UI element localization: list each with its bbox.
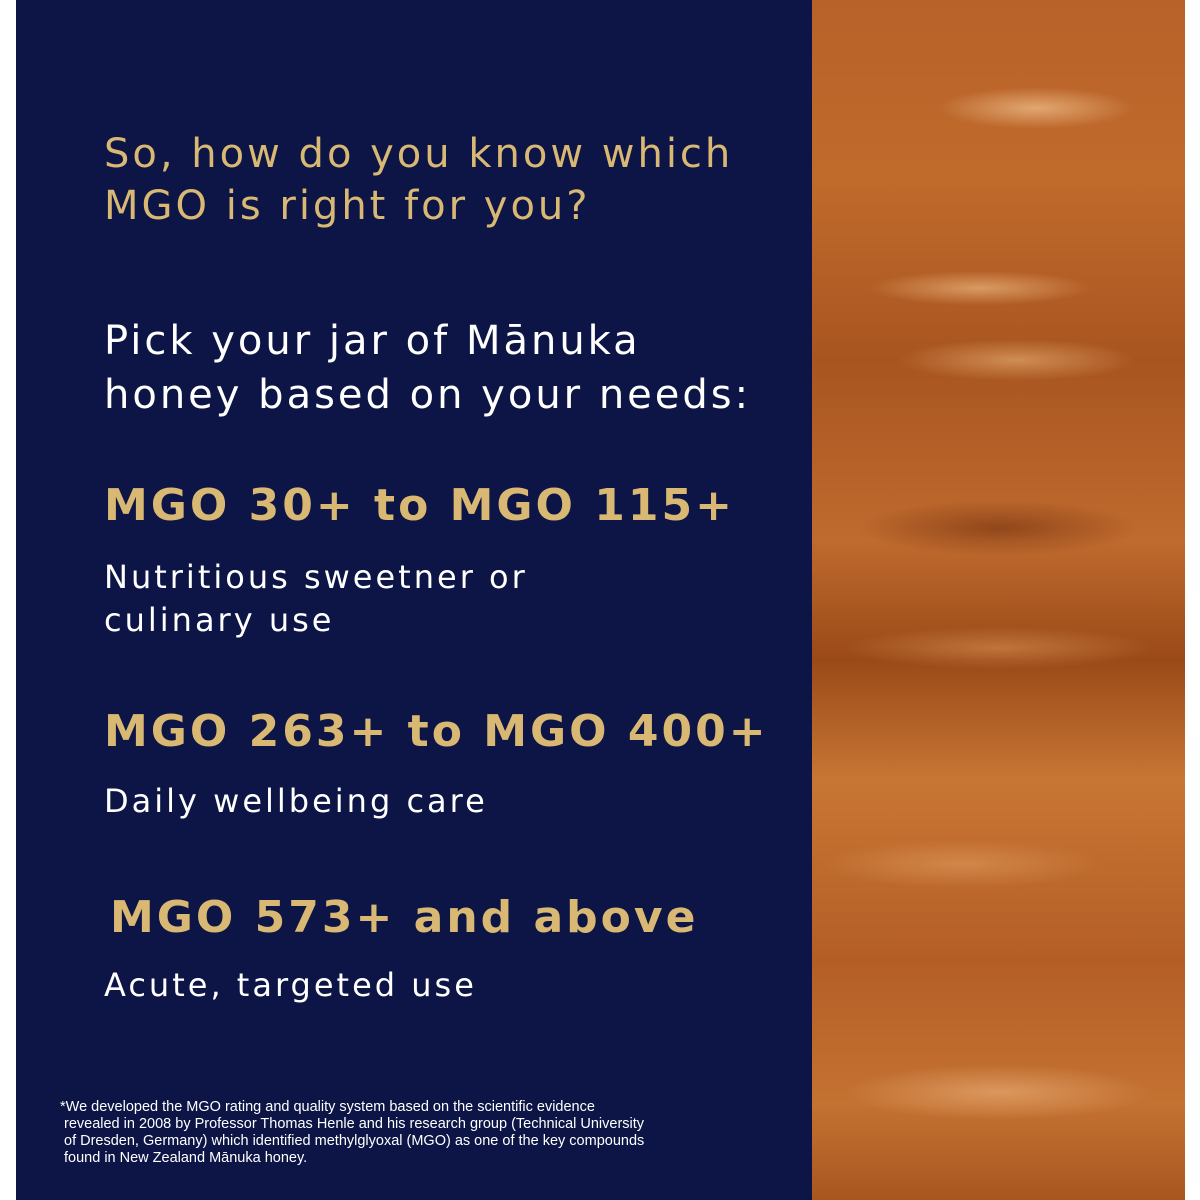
footnote-line: *We developed the MGO rating and quality system based on the scientific evidence xyxy=(60,1099,595,1115)
tier-description: Daily wellbeing care xyxy=(104,782,488,820)
honey-texture-image xyxy=(812,0,1185,1200)
tier-description-line: culinary use xyxy=(104,601,335,639)
tier-description: Acute, targeted use xyxy=(104,966,477,1004)
tier-title: MGO 30+ to MGO 115+ xyxy=(104,480,735,531)
tier-description xyxy=(104,556,528,642)
tier-description-line: Nutritious sweetner or xyxy=(104,558,528,596)
footnote-line: revealed in 2008 by Professor Thomas Henle and his research group (Technical University xyxy=(64,1116,645,1132)
footnote-line: found in New Zealand Mānuka honey. xyxy=(64,1150,308,1166)
intro-line: Pick your jar of Mānuka xyxy=(104,318,641,364)
intro xyxy=(104,314,751,422)
intro-line: honey based on your needs: xyxy=(104,372,752,418)
tier-title: MGO 263+ to MGO 400+ xyxy=(104,706,769,757)
heading-line: So, how do you know which xyxy=(104,131,734,177)
footnote xyxy=(60,1099,800,1167)
tier-title: MGO 573+ and above xyxy=(110,892,699,943)
heading-line: MGO is right for you? xyxy=(104,183,591,229)
footnote-line: of Dresden, Germany) which identified methylglyoxal (MGO) as one of the key compounds xyxy=(64,1133,645,1149)
heading xyxy=(104,128,733,232)
